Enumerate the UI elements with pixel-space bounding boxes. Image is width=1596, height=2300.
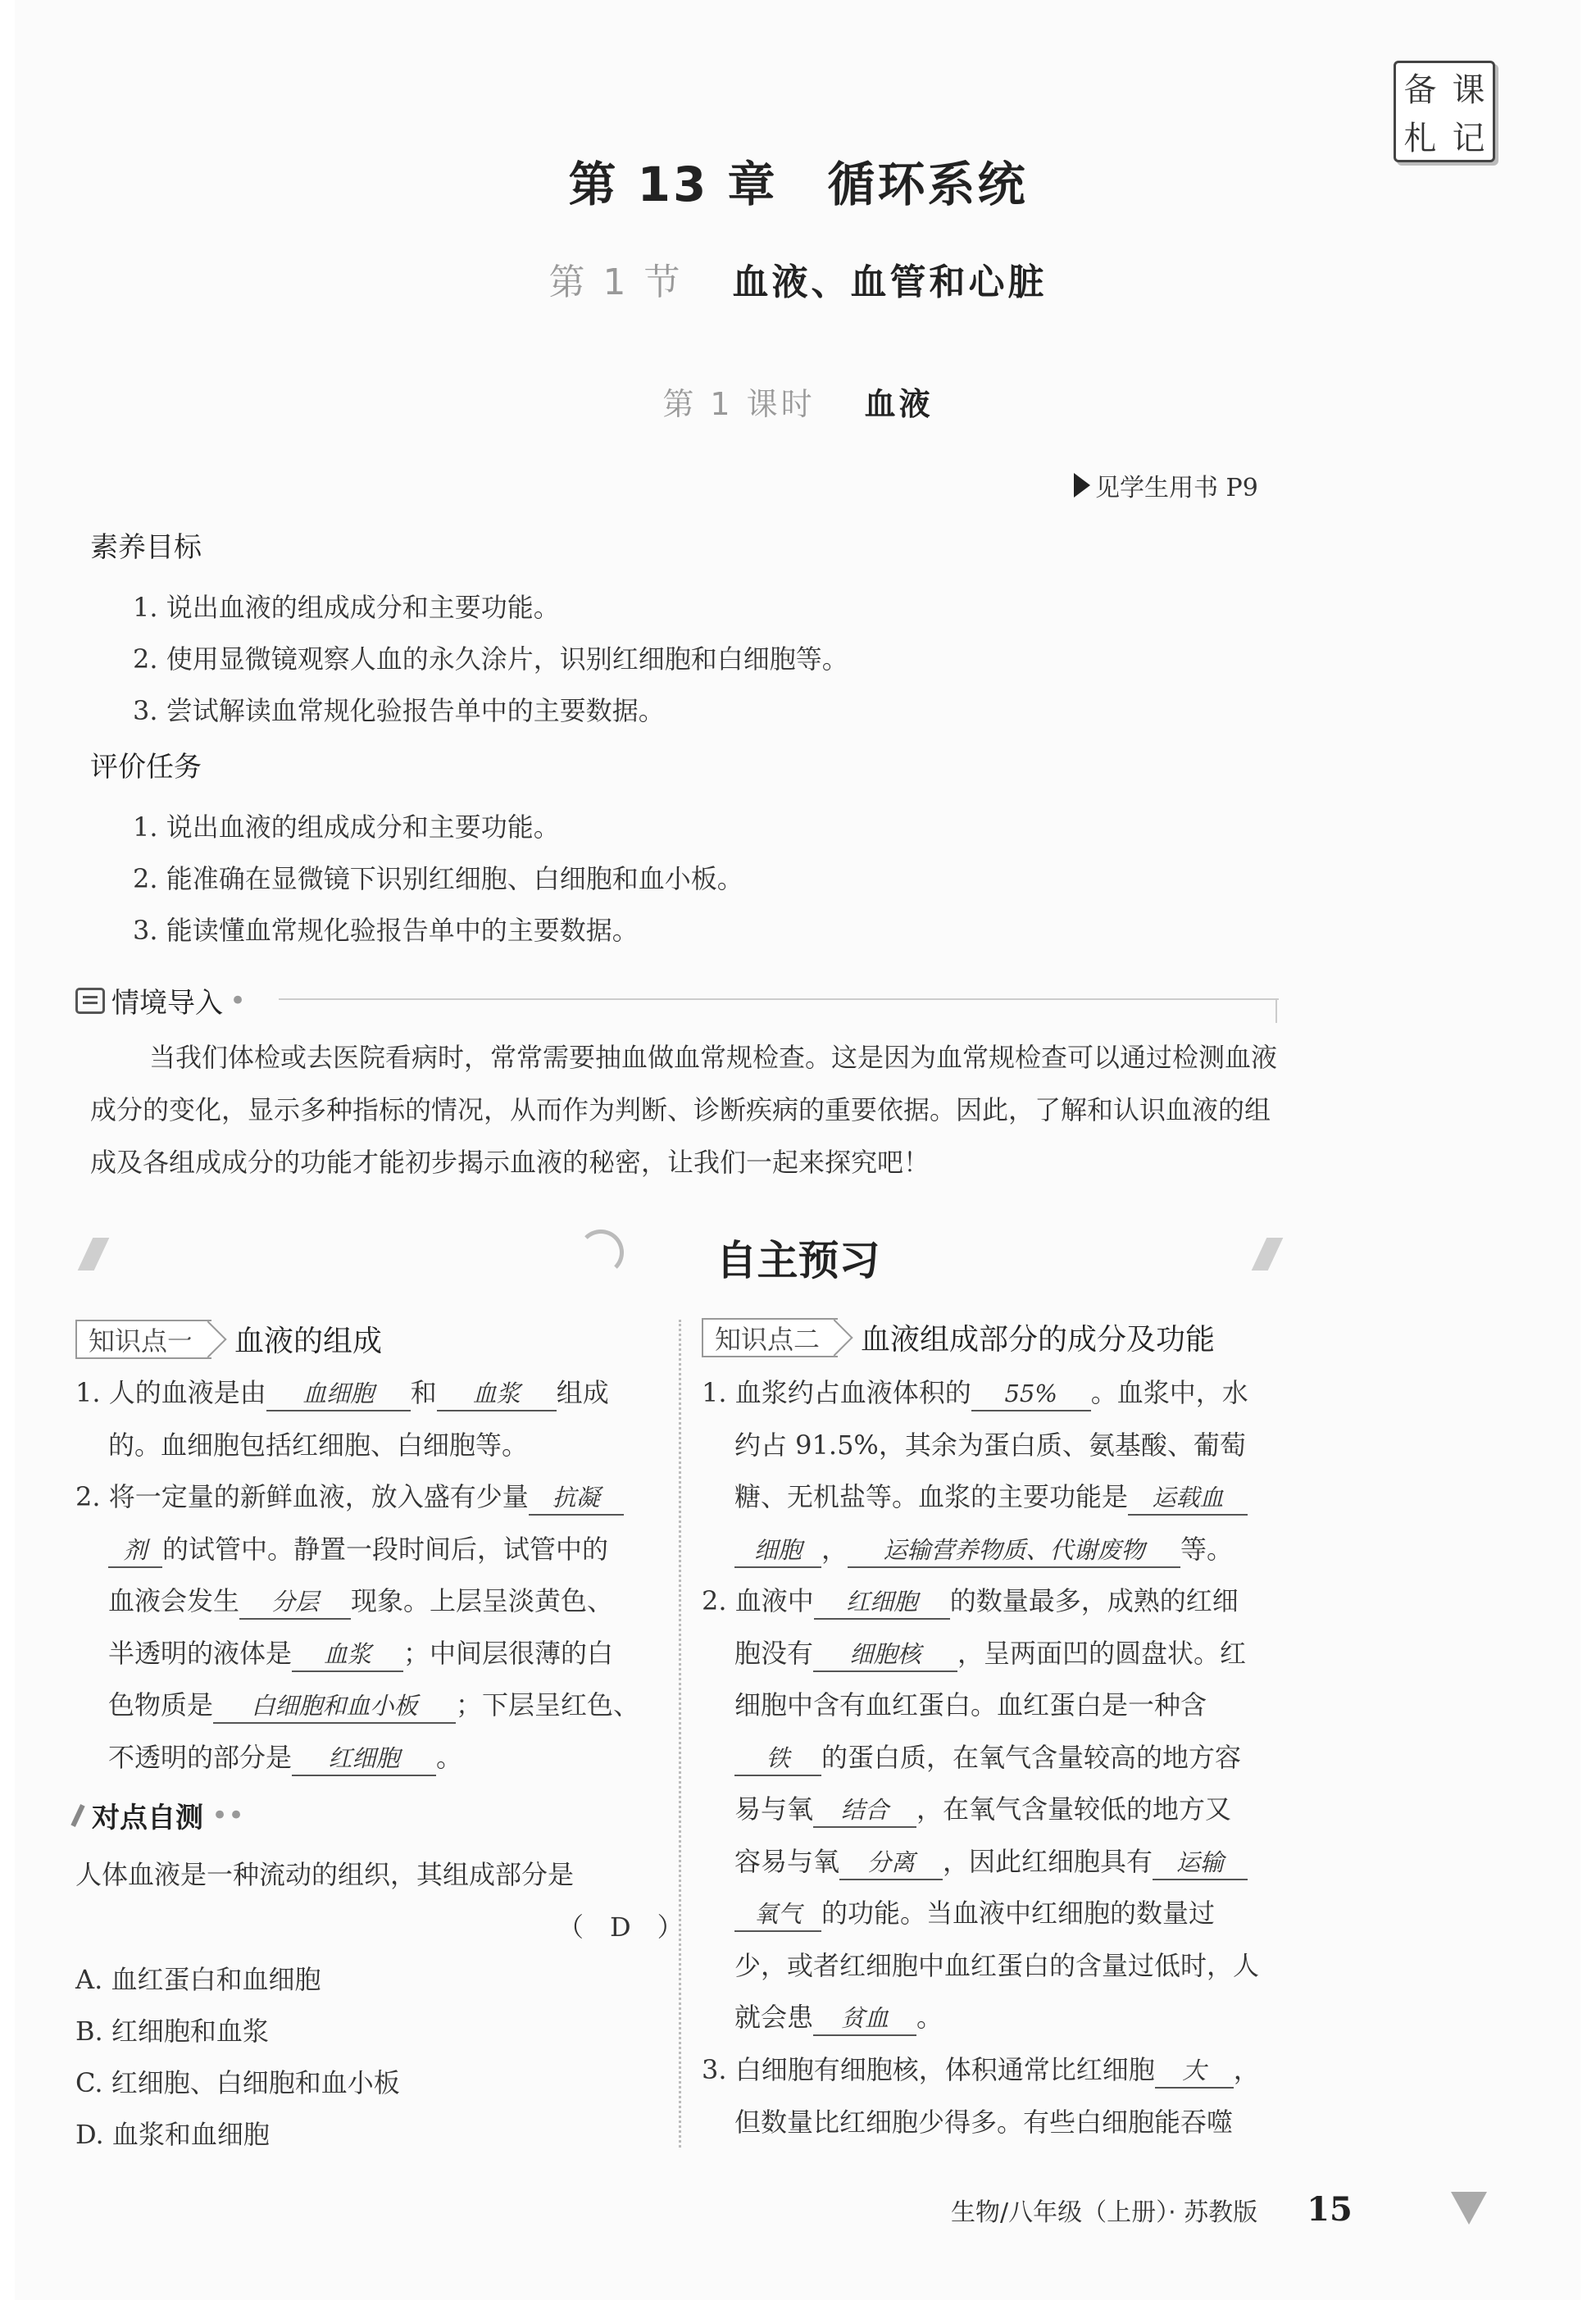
context-dot: • — [230, 984, 247, 1017]
kp2-question-1 — [702, 1367, 1292, 1575]
goal-item: 2. 使用显微镜观察人血的永久涂片，识别红细胞和白细胞等。 — [133, 643, 848, 675]
knowledge-point-1-title: 血液的组成 — [234, 1325, 383, 1358]
text: 血液会发生 — [108, 1585, 240, 1616]
text: 细胞中含有血红蛋白。血红蛋白是一种含 — [734, 1689, 1207, 1720]
knowledge-point-1-tag: 知识点一 — [75, 1320, 211, 1359]
context-heading — [75, 980, 246, 1020]
answer-blank: 细胞 — [734, 1534, 821, 1568]
answer-blank: 运输 — [1153, 1846, 1248, 1880]
knowledge-point-2-title: 血液组成部分的成分及功能 — [861, 1323, 1216, 1357]
text: 不透明的部分是 — [108, 1741, 293, 1773]
text: ，在氧气含量较低的地方又 — [916, 1793, 1232, 1825]
answer-blank: 55% — [971, 1377, 1091, 1411]
option-d: D. 血浆和血细胞 — [75, 2119, 270, 2150]
section-name: 血液、血管和心脏 — [732, 261, 1048, 303]
text: 2. 将一定量的新鲜血液，放入盛有少量 — [75, 1481, 529, 1512]
text: 易与氧 — [734, 1793, 814, 1825]
text: 色物质是 — [108, 1689, 214, 1720]
answer-blank: 氧气 — [734, 1898, 821, 1932]
page-number: 15 — [1307, 2190, 1353, 2229]
self-test-question: 人体血液是一种流动的组织，其组成部分是 — [75, 1859, 575, 1890]
answer-blank: 铁 — [734, 1742, 821, 1776]
text: 的。血细胞包括红细胞、白细胞等。 — [108, 1429, 529, 1461]
text: 半透明的液体是 — [108, 1637, 293, 1669]
answer-blank: 运载血 — [1128, 1481, 1248, 1516]
text: 容易与氧 — [734, 1845, 840, 1877]
text: 。 — [436, 1741, 463, 1773]
lesson-heading — [0, 379, 1596, 424]
knowledge-point-1-header — [75, 1318, 382, 1360]
task-item: 3. 能读懂血常规化验报告单中的主要数据。 — [133, 915, 639, 946]
text: 。 — [916, 2002, 944, 2033]
context-heading-label: 情境导入 — [111, 987, 223, 1020]
context-divider-end — [1275, 998, 1277, 1023]
kp2-question-2 — [702, 1575, 1292, 2044]
tasks-heading: 评价任务 — [90, 751, 202, 784]
answer-blank: 血浆 — [437, 1377, 557, 1411]
answer-blank: 贫血 — [813, 2002, 916, 2036]
text: ，因此红细胞具有 — [943, 1845, 1153, 1877]
text: 少，或者红细胞中血红蛋白的含量过低时，人 — [734, 1949, 1260, 1981]
self-test-answer: （ D ） — [557, 1911, 684, 1943]
stamp-char: 备 — [1403, 71, 1437, 109]
text: 3. 白细胞有细胞核，体积通常比红细胞 — [702, 2054, 1155, 2085]
answer-blank: 血细胞 — [266, 1377, 411, 1411]
goal-item: 3. 尝试解读血常规化验报告单中的主要数据。 — [133, 695, 665, 726]
answer-blank: 红细胞 — [814, 1585, 950, 1620]
self-study-banner: 自主预习 — [716, 1237, 880, 1284]
text: 2. 血液中 — [702, 1585, 814, 1616]
section-number: 第 1 节 — [548, 261, 684, 303]
text: ；中间层很薄的白 — [403, 1637, 614, 1669]
option-b: B. 红细胞和血浆 — [75, 2016, 269, 2047]
answer-blank: 大 — [1155, 2054, 1234, 2089]
column-divider — [679, 1320, 681, 2148]
answer-blank: 血浆 — [292, 1638, 403, 1672]
self-test-heading-label: 对点自测 — [92, 1802, 203, 1834]
text: 糖、无机盐等。血浆的主要功能是 — [734, 1481, 1129, 1512]
knowledge-point-2-header — [702, 1316, 1215, 1358]
kp1-question-2 — [75, 1471, 666, 1784]
knowledge-point-2-tag: 知识点二 — [702, 1318, 838, 1357]
text: 就会患 — [734, 2002, 814, 2033]
lesson-name: 血液 — [864, 386, 934, 422]
answer-blank: 白细胞和血小板 — [213, 1689, 456, 1724]
text: 等。 — [1180, 1533, 1234, 1565]
lesson-number: 第 1 课时 — [662, 386, 816, 422]
text: 约占 91.5%，其余为蛋白质、氨基酸、葡萄 — [734, 1429, 1246, 1461]
speech-bubble-icon — [75, 988, 105, 1014]
text: 1. 血浆约占血液体积的 — [702, 1377, 971, 1408]
text: 但数量比红细胞少得多。有些白细胞能吞噬 — [734, 2106, 1234, 2138]
answer-blank: 运输营养物质、代谢废物 — [848, 1534, 1180, 1568]
chapter-title: 第 13 章 循环系统 — [568, 157, 1028, 212]
text: ，呈两面凹的圆盘状。红 — [957, 1637, 1247, 1669]
stamp-char: 课 — [1452, 71, 1485, 109]
student-book-reference — [1074, 467, 1258, 503]
book-info: 生物/八年级（上册）· 苏教版 — [951, 2198, 1258, 2227]
task-item: 2. 能准确在显微镜下识别红细胞、白细胞和血小板。 — [133, 863, 743, 894]
section-heading — [0, 252, 1596, 305]
answer-blank: 分离 — [839, 1846, 943, 1880]
kp2-question-3 — [702, 2044, 1292, 2148]
text: 和 — [410, 1377, 437, 1408]
text: 的数量最多，成熟的红细 — [949, 1585, 1239, 1616]
corner-triangle-icon — [1451, 2192, 1487, 2225]
answer-blank: 红细胞 — [292, 1742, 436, 1776]
text: 的功能。当血液中红细胞的数量过 — [821, 1898, 1216, 1929]
task-item: 1. 说出血液的组成成分和主要功能。 — [133, 811, 560, 843]
answer-blank: 分层 — [239, 1585, 351, 1620]
option-c: C. 红细胞、白细胞和血小板 — [75, 2067, 400, 2098]
play-arrow-icon — [1074, 473, 1090, 498]
stamp-char: 记 — [1452, 120, 1485, 157]
text: ， — [821, 1533, 848, 1565]
page-footer — [951, 2190, 1353, 2229]
answer-blank: 结合 — [813, 1793, 916, 1828]
text: 组成 — [556, 1377, 609, 1408]
kp1-question-1 — [75, 1367, 666, 1471]
text: 现象。上层呈淡黄色、 — [351, 1585, 614, 1616]
answer-blank: 细胞核 — [813, 1638, 957, 1672]
text: 的蛋白质，在氧气含量较高的地方容 — [821, 1741, 1242, 1773]
reference-text: 见学生用书 P9 — [1095, 474, 1258, 502]
self-test-heading — [75, 1795, 244, 1835]
answer-blank: 剂 — [108, 1534, 162, 1568]
text: 胞没有 — [734, 1637, 814, 1669]
goal-item: 1. 说出血液的组成成分和主要功能。 — [133, 592, 560, 623]
goals-heading: 素养目标 — [90, 531, 202, 564]
heading-dots: •• — [211, 1798, 245, 1832]
text: 1. 人的血液是由 — [75, 1377, 266, 1408]
text: ， — [1233, 2054, 1260, 2085]
stamp-char: 札 — [1403, 120, 1437, 157]
answer-blank: 抗凝 — [529, 1481, 624, 1516]
text: ；下层呈红色、 — [456, 1689, 640, 1720]
context-divider — [279, 998, 1279, 1000]
option-a: A. 血红蛋白和血细胞 — [75, 1964, 321, 1995]
context-paragraph: 当我们体检或去医院看病时，常常需要抽血做血常规检查。这是因为血常规检查可以通过检测血液成分的变化，显示多种指标的情况，从而作为判断、诊断疾病的重要依据。因此，了解和认识血液的组成及各组成成分的功能才能初步揭示血液的秘密，让我们一起来探究吧！ — [90, 1042, 1278, 1178]
text: 。血浆中，水 — [1090, 1377, 1248, 1408]
text: 的试管中。静置一段时间后，试管中的 — [162, 1533, 609, 1565]
